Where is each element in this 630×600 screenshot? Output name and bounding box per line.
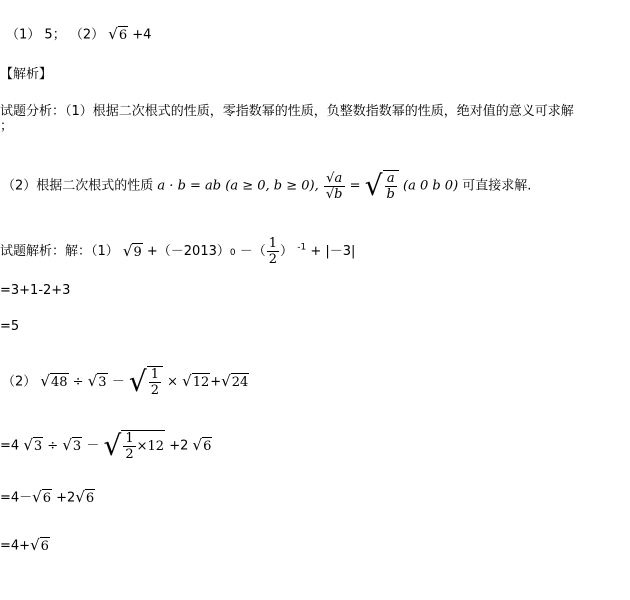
sqrt-6: √6 [108,25,128,43]
solution-line1: 试题解析：解：（1） √9 +（－2013）0 －（ $\frac{1}{2}$ ） $^{-1}$ + |－3| [0,236,356,267]
sqrt-one-half: √ $\frac{1}{2}$ [129,366,163,398]
property-product: a · b = ab (a ≥ 0, b ≥ 0), [157,178,319,194]
solution-part2-step1: =4 √3 ÷ √3 － √ $\frac{1}{2}$ ×12 +2 √6 [0,429,212,462]
exponent-neg-one: -1 [297,242,307,253]
solution-part2-step3: =4+√6 [0,536,49,554]
analysis-lead: 试题分析：（1）根据二次根式的性质，零指数幂的性质，负整数指数幂的性质，绝对值的意义可求解 [0,104,574,119]
section-heading: 【解析】 [0,67,53,82]
fraction-one-half: $\frac{1}{2}$ [268,236,278,267]
sqrt-6-c: √6 [75,488,95,506]
analysis-wrap: ； [0,119,14,134]
sqrt-3: √3 [87,372,107,390]
solution-part2-step2: =4－√6 +2√6 [0,488,95,506]
solution-step2: =5 [0,319,20,334]
analysis-part2-text: （2）根据二次根式的性质 [2,178,154,194]
sqrt-3-b: √3 [62,436,82,454]
property-quotient-cond: (a 0 b 0) [403,178,459,194]
solution-part2-line: （2） √48 ÷ √3 － √ $\frac{1}{2}$ × √12+√24 [2,365,249,398]
sqrt-48: √48 [40,372,68,390]
analysis-part2-line: （2）根据二次根式的性质 a · b = ab (a ≥ 0, b ≥ 0), $\frac{√a}{√b}$ = √ $\frac{a}{b}$ (a 0 b 0) 可直接求解. [2,169,532,202]
sqrt-6-a: √6 [192,436,212,454]
sqrt-24: √24 [221,372,249,390]
property-quotient-rad: √ $\frac{a}{b}$ [365,170,399,202]
answer-part1-label: （1） [6,27,41,43]
solution-step1: =3+1-2+3 [0,283,71,298]
property-quotient-frac: $\frac{√a}{√b}$ [325,170,343,202]
sqrt-6-b: √6 [32,488,52,506]
answer-part2-plus: +4 [132,27,152,43]
sqrt-half-times-12: √ $\frac{1}{2}$ ×12 [103,429,165,462]
analysis-tail: 可直接求解. [462,178,532,194]
sqrt-6-d: √6 [30,536,49,554]
solution-lead: 试题解析：解：（1） [0,244,119,259]
answer-part1-value: 5； [44,27,66,43]
sqrt-3-a: √3 [23,436,43,454]
sqrt-12: √12 [182,372,210,390]
answer-line [6,25,151,45]
answer-part2-label: （2） [69,27,105,43]
exponent-zero: 0 [229,248,236,258]
absolute-value-term: + |－3| [310,244,356,259]
sqrt-9: √9 [122,241,142,260]
